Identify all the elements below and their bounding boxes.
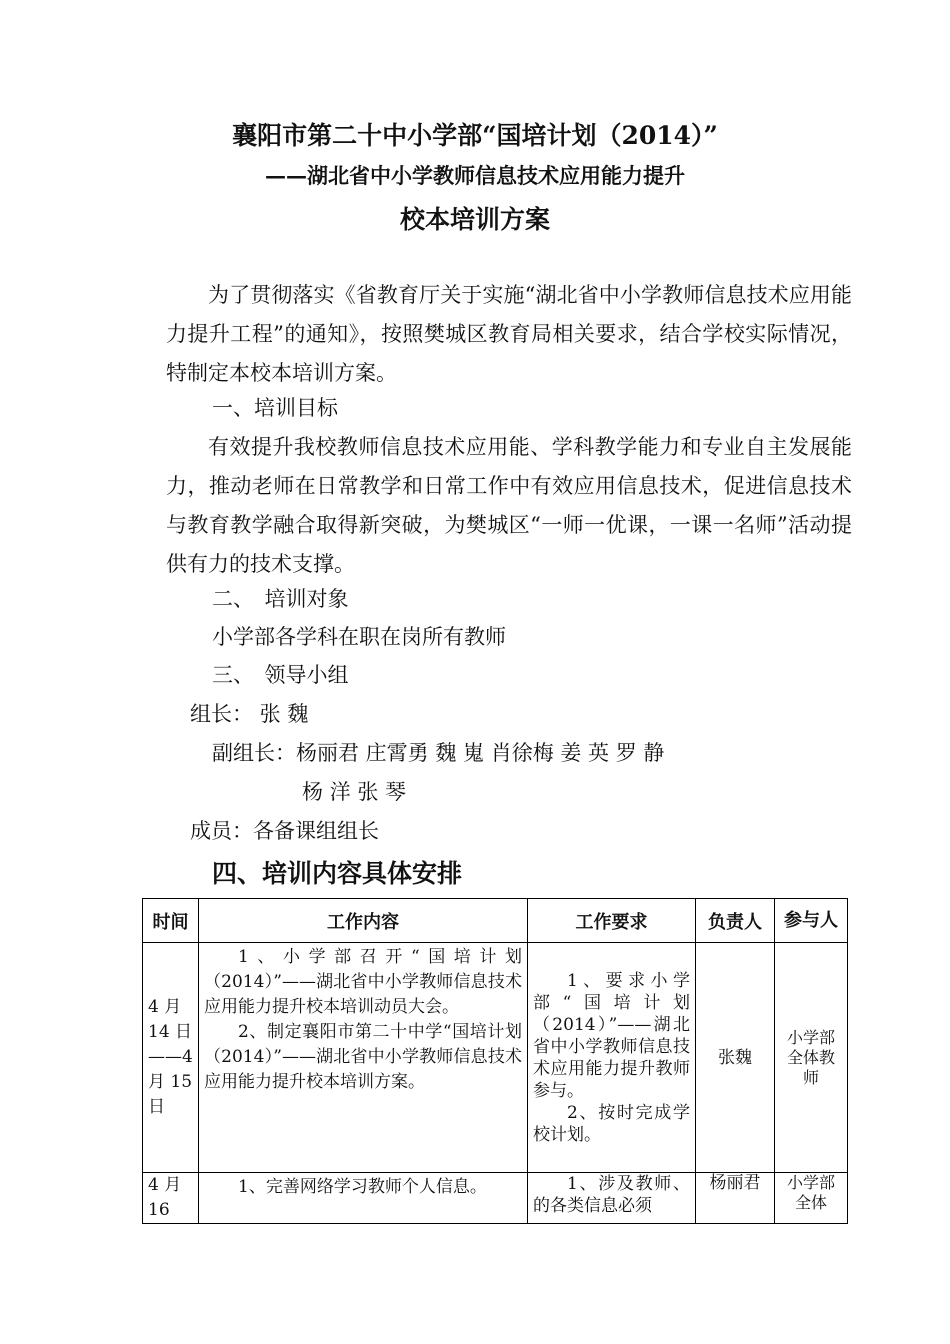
row-time: 4 月 14 日——4 月 15 日 xyxy=(143,943,199,1173)
title-line-1: 襄阳市第二十中小学部“国培计划（2014）” xyxy=(232,121,718,150)
header-owner: 负责人 xyxy=(696,899,775,943)
row-owner: 张魏 xyxy=(696,943,775,1173)
content-item: 2、制定襄阳市第二十中学“国培计划（2014）”——湖北省中小学教师信息技术应用能力提升校本培训方案。 xyxy=(204,1022,522,1092)
section-3-heading: 三、 领导小组 xyxy=(212,663,349,687)
section-1-heading: 一、培训目标 xyxy=(212,396,338,420)
row-time: 4 月 16 xyxy=(143,1173,199,1224)
leader-line: 组长： 张 魏 xyxy=(190,702,309,726)
row-content xyxy=(199,943,528,1173)
requirement-item: 2、按时完成学校计划。 xyxy=(533,1102,690,1145)
section-2-text: 小学部各学科在职在岗所有教师 xyxy=(212,625,506,649)
section-4-heading: 四、培训内容具体安排 xyxy=(212,859,463,888)
header-time: 时间 xyxy=(143,899,199,943)
table-header-row xyxy=(143,899,848,943)
header-content: 工作内容 xyxy=(199,899,528,943)
content-item: 1、完善网络学习教师个人信息。 xyxy=(238,1177,487,1197)
header-participants: 参与人 xyxy=(775,899,848,943)
vice-leaders-line-1: 副组长：杨丽君 庄霄勇 魏 嵬 肖徐梅 姜 英 罗 静 xyxy=(212,741,665,765)
section-2-heading: 二、 培训对象 xyxy=(212,587,349,611)
table-row xyxy=(143,1173,848,1224)
requirement-item: 1、要求小学部“国培计划（2014）”——湖北省中小学教师信息技术应用能力提升教师参与。 xyxy=(533,970,690,1101)
row-owner: 杨丽君 xyxy=(696,1173,775,1224)
members-line: 成员：各备课组组长 xyxy=(190,819,379,843)
section-1-text: 有效提升我校教师信息技术应用能、学科教学能力和专业自主发展能力，推动老师在日常教学和日常工作中有效应用信息技术，促进信息技术与教育教学融合取得新突破，为樊城区“一师一优课，一课一名师”活动提供有力的技术支撑。 xyxy=(166,435,852,576)
vice-leaders-line-2: 杨 洋 张 琴 xyxy=(302,780,407,804)
intro-paragraph: 为了贯彻落实《省教育厅关于实施“湖北省中小学教师信息技术应用能力提升工程”的通知》，按照樊城区教育局相关要求，结合学校实际情况，特制定本校本培训方案。 xyxy=(166,283,852,385)
row-requirement xyxy=(528,1173,696,1224)
requirement-item: 1、涉及教师、的各类信息必须 xyxy=(533,1174,690,1216)
row-participants: 小学部全体教师 xyxy=(775,943,848,1173)
title-line-3: 校本培训方案 xyxy=(399,205,550,234)
header-requirement: 工作要求 xyxy=(528,899,696,943)
content-item: 1、小学部召开“国培计划（2014）”——湖北省中小学教师信息技术应用能力提升校本培训动员大会。 xyxy=(204,947,522,1017)
schedule-table xyxy=(142,898,848,1224)
table-row xyxy=(143,943,848,1173)
row-requirement xyxy=(528,943,696,1173)
title-line-2: ——湖北省中小学教师信息技术应用能力提升 xyxy=(265,163,685,188)
row-content xyxy=(199,1173,528,1224)
row-participants: 小学部全体 xyxy=(775,1173,848,1224)
